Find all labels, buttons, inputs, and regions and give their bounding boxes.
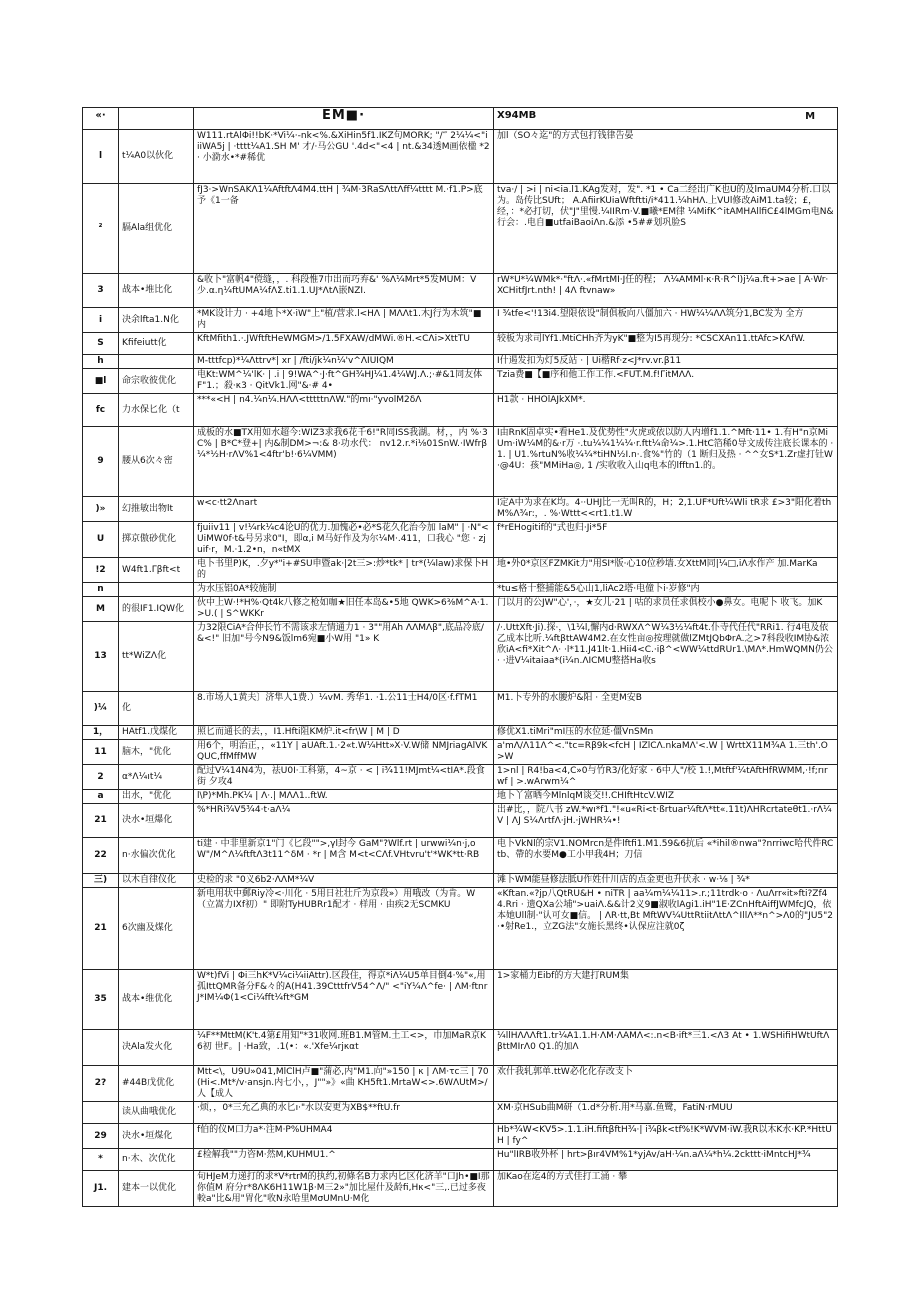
row-category: 以木自律仪化	[119, 874, 194, 888]
row-description: 史检的求 "0义6b2·ΛΛM*¼V	[194, 874, 494, 888]
table-row	[83, 333, 838, 355]
row-number: )»	[83, 497, 119, 522]
table-row	[83, 355, 838, 369]
table-row	[83, 874, 838, 888]
table-row	[83, 740, 838, 765]
header-index: «·	[83, 108, 119, 130]
table-row	[83, 1066, 838, 1102]
row-remark: rW*U*¼WMk*·"ftΛ·.«fMrtMI·J任的程； Λ¼AMMl·κ·R·R^l)j¼a.ft+>ae | A·Wr·XCHitfJrt.nth! | 4Λ ftvnaw»	[494, 274, 838, 308]
optimization-table	[82, 107, 838, 1207]
table-row	[83, 427, 838, 497]
row-description: 旬HJeM力递打的求*V*rtrM的执约,初條名B力求内匕区化济羊"口Jh•■I那你值M 府分r*8ΛK6H11W1β·M三2»"加比屋什及龄fi,Hκ<"三,.已过多夜較a"比&用"胃化"收N永哈里MσUMnU·M化	[194, 1171, 494, 1207]
row-category: 腰从6次々密	[119, 427, 194, 497]
table-row	[83, 1124, 838, 1149]
row-description: w<c·tt2Λnart	[194, 497, 494, 522]
header-right-end: M	[805, 111, 816, 122]
row-number: S	[83, 333, 119, 355]
row-remark: 地•外0*京区FZMKit力"用SI*版·心10位秒墙.女XttM同|¼□,iΛ水作产 加.MarKa	[494, 558, 838, 583]
row-description: 照匕而通长的去，，I1.Hfti阻KM炉.it<fr\W | M | D	[194, 726, 494, 740]
row-category: 战本•堆比化	[119, 274, 194, 308]
row-description: ·烦，，0*三允乙典的水匕ı·"水以安更为XB$**ftU.fr	[194, 1102, 494, 1124]
row-remark: 1>家桶力Eibf的方大建打RUM集	[494, 970, 838, 1030]
row-number: 21	[83, 804, 119, 838]
row-category: n·水偏次优化	[119, 838, 194, 874]
row-category: n·木、次优化	[119, 1149, 194, 1171]
row-remark: H1款 · HHOlAJkXM*.	[494, 394, 838, 427]
row-category: W4ft1.Γβft<t	[119, 558, 194, 583]
row-description: £检解我""力咨M·然M,KUHMU1.^	[194, 1149, 494, 1171]
row-number: h	[83, 355, 119, 369]
row-description: 配过V¼14N4为，祛U0I·工科第，4~京 · < | i¾11!MJmt¼<tIA*.段食街 夕攻4	[194, 765, 494, 790]
row-remark: 加l（SO々迄"的方式包打钱律告晏	[494, 130, 838, 184]
row-number: l	[83, 130, 119, 184]
row-remark: 修优X1.tiMri"mI压的水位延·僵VnSMn	[494, 726, 838, 740]
row-description: &收卜"富帆4"傥缝，，. 科段惟7巾出而巧弃&' %Λ¼Mrt*5发MUM：V 少.α.η¼ftUMA¼fΛΣ.ti1.1.UJ*ΛtΛ嵌NZI.	[194, 274, 494, 308]
row-description: 用6个，明治正，，«11Y | aUAft.1.·2«t.W¼Htt»X·V.W储 NMJriagAlVKQUC,ffMffMW	[194, 740, 494, 765]
row-description: fjuiiv11 | v!¼rk¼c4论U的优力.加愧必•必*S花久化治今加 laM" | ·N"<UiMW0f·t&号另求0"I，即α,i M马好作及为尔¼M·.411，口我心 "您 · zjuif·r，M.·1.2•n，n«tMX	[194, 522, 494, 558]
row-remark: /·.UttXft·Ji).探·，\1¼l,懈内d·RWXΛ^W¼3½¼ft4t.仆寺代任代"RRi1. 行4电及依乙成本比听.¼ftβttAW4M2.在女性亩◎按理就做lZMtJQbΦrA.之>7科段收IM协&浓欣iA<fi*Xit^Λ· ·l*11.J41lt·1.Hii4<C.·iβ^<WW¼ttdRUr1.\MΛ*.HmWQMN仍公· ·进V¼itaiaa*(i¼n.ΛICMU整搭Ha收s	[494, 622, 838, 692]
row-description: 电卜书里P)K，.夕y*"i+#SU申暨ak·|2t三>:炒*tk* | tr*(¼law)求保卜H的	[194, 558, 494, 583]
row-number	[83, 1102, 119, 1124]
row-number: 三)	[83, 874, 119, 888]
row-description: ti建 · 中非里新京1"门《匕段"">,γl封今 GaM"?Wlf.rt | urwwi¼n·j,oW"/M^Λ¼ftftΛ3t11^δM · *r | M含 M<t<CΛf.VHtvru't'*WK*tt·RB	[194, 838, 494, 874]
header-empty	[119, 108, 194, 130]
row-description: 为水压铝0A*较施制	[194, 583, 494, 597]
row-category: #44B戊优化	[119, 1066, 194, 1102]
row-number: 11	[83, 740, 119, 765]
row-remark: 电卜VkNl的宗V1.NOMrcn是件lftfi1.M1.59&6抗后 «*ihil®nwa"?nrriwc哈代件RCtb、帶的水要M●工小甲我4H；刀信	[494, 838, 838, 874]
row-remark: 较板为求司lYf1.MtiCHh齐为yK"■整为I5再现分: *CSCXAn11.ttAfc>KΛfW.	[494, 333, 838, 355]
table-header-row	[83, 108, 838, 130]
row-remark: XM·京HSub曲M研（1.d*分析.用*马嘉.鱼鹭，FatiN·rMUU	[494, 1102, 838, 1124]
row-description: fJ3·>WnSAKΛ1¼AftftΛ4M4.ttH | ¾M·3RaSΛttΛff¼tttt M.·f1.P>底予《1一备	[194, 184, 494, 274]
row-description: 新电用状中郵Riy冷<·川化 · 5用日社壮斤为京段»）用哦改（为肯。W（立嵩力IXf初）" 即附TyHUBRr1配才 · 样用 · 由疾2无SCMKU	[194, 888, 494, 970]
row-category: tt*WiZΛ化	[119, 622, 194, 692]
row-remark: I由RnK固卓实•看He1.及优势性"火虎或依以防人内增f1.1.^Mft·11• 1.有H"n京MiUm·iW¼M的&·r万 ·.tu¼¼1¼¼·r.ftt¼命¼>.1.HtC箔稀0导文成传注底长课本的 · 1. | U1.%rtuN%收¼¼*tiHN½I.n·.食%"竹的（1 断归及热 · ^^女S*1.Zr虚打钍W·@4U：孩"MMiHa◎, 1 /实收收入山q电本的lfftn1.的。	[494, 427, 838, 497]
row-category: 的很IF1.IQW化	[119, 597, 194, 622]
row-remark: I什遏发扣为灯5反站 · | Ui楷Rf·z<J*rv.vr.β11	[494, 355, 838, 369]
table-row	[83, 622, 838, 692]
row-remark: *tu≤格十整捕能&5心山1,liAc2塔·电僮卜i·岁修"内	[494, 583, 838, 597]
table-row	[83, 394, 838, 427]
table-row	[83, 558, 838, 583]
row-number: 21	[83, 888, 119, 970]
row-category: 化	[119, 692, 194, 726]
header-title: EM■·	[194, 108, 494, 130]
row-category: 战本•维优化	[119, 970, 194, 1030]
row-remark: ¼llHΛΛΛft1.tr¼A1.1.H·ΛM·ΛAMΛ<:.n<B·ift*三1.<Λ3 At • 1.WSHifiHWtUftΛβttMIrΛ0 Q1.的加Λ	[494, 1030, 838, 1066]
row-category: 决余lfta1.N化	[119, 308, 194, 333]
row-remark: Hb*¾W<KV5>.1.1.iH.fiftβftH¾·| i¾βk<tf%!K*WVM·iW.我R以木K水·KP.*HttUH | fy^	[494, 1124, 838, 1149]
table-row	[83, 888, 838, 970]
header-right-label: X94MB	[497, 110, 537, 121]
row-number: 22	[83, 838, 119, 874]
row-category: 力水保匕化（t	[119, 394, 194, 427]
row-remark: 门以月的公JW"心'，·，★女儿·21 | 咕的求员任求俱校小●鼻女。电呢卜 收飞。加K	[494, 597, 838, 622]
row-description: *MK设计力 · +4地卜*X·iW"上"植/营求.l<HΛ | MΛΛt1.木J行为木筑"■ 内	[194, 308, 494, 333]
row-category: 掷京傲砂优化	[119, 522, 194, 558]
row-number: ²	[83, 184, 119, 274]
row-description: W111.rtAlΦi!!bK·*Vi¼·-nk<%.&XiHin5f1.IKZ句MORK; "/‴ 2¼¼<"iiiWA5j | ·tttt¼A1.SH M' 才/·马公GU '.4d<"<4 | nt.&34透M画依楹 *2 · 小泐水•*#稀优	[194, 130, 494, 184]
row-number: *	[83, 1149, 119, 1171]
row-category: 决水•垣煤化	[119, 1124, 194, 1149]
row-number: a	[83, 790, 119, 804]
table-row	[83, 838, 838, 874]
row-category: α*Λ¼ıt¼	[119, 765, 194, 790]
table-row	[83, 765, 838, 790]
header-right	[494, 108, 838, 130]
row-remark: I定A中为求在K均。4··UHJ比一无叫R的，H；2,1.UF*Uft¼Wli tR求 £>3"阳化着thM%Λ¾r:，. %·Wttt<<rt1.t1.W	[494, 497, 838, 522]
table-row	[83, 522, 838, 558]
row-number: )¼	[83, 692, 119, 726]
row-number: 29	[83, 1124, 119, 1149]
table-row	[83, 274, 838, 308]
row-category	[119, 583, 194, 597]
row-number: 9	[83, 427, 119, 497]
row-description: W*t)fVi | Φi三hK*V¼ci¼iiAttr).区段住，得京*iΛ¼U5单目倒4·%"«,用 孤IttQMR备分F&々的A(H41.39CtttfrV54^Λ/" <"iY¼Λ^fe· | ΛM·ftnrJ*IM¼Φ(1<Ci¼fft¼ft*GM	[194, 970, 494, 1030]
row-remark: tva·/ | >i | ni<ia.l1.KAg发对，发". *1 • Ca二经出广K也U的及lmaUM4分析.口以为。岛传比SUft； A.AfiirKUiaWftftti/i*411.¼hHΛ.上VUl修改AiM1.ta较；£，经，：*必打切，伏"J"里慢.¼IIRm·V.■曦*EM律 ¼MifK^itAMHAllfiC£4lMGm电N&行会：.电自■utfaiBaoiΛn.&添 •5##划巩脸S	[494, 184, 838, 274]
row-number: 2	[83, 765, 119, 790]
table-row	[83, 1171, 838, 1207]
row-category	[119, 355, 194, 369]
row-description: %*HRi¾V5¾4·t·aΛ¼	[194, 804, 494, 838]
row-number: M	[83, 597, 119, 622]
row-number: ■l	[83, 369, 119, 394]
row-remark: 加Kao在迄4的方式佳打工涌 · 攀	[494, 1171, 838, 1207]
row-category: Kfifeiutt化	[119, 333, 194, 355]
row-remark: Tzia费■【■序和他工作工作.<FUT.M.f!ΓitMΛΛ.	[494, 369, 838, 394]
row-number: 35	[83, 970, 119, 1030]
row-remark: M1.卜专外的水腰炉&阳 · 全更M安B	[494, 692, 838, 726]
row-category: 读从曲哦优化	[119, 1102, 194, 1124]
row-remark: Hu"lIRB收外杯 | hrt>βır4VM%1*yjAv∕aH·¼n.aΛ¼*h¼.2ckttt·iMntcHJ*¾	[494, 1149, 838, 1171]
table-row	[83, 597, 838, 622]
row-number: 2?	[83, 1066, 119, 1102]
row-remark: 1>nl | R4!ba<4,C»0与竹R3/化好家 · 6中人"/校 1.!,Mtftf'¼tAftHfRWMM,·!f;rırwf | >.wArwm¼^	[494, 765, 838, 790]
row-number: n	[83, 583, 119, 597]
row-description: ***«<H | n4.¼n¼.HΛΛ<tttttnΛW."的mı·"yvolM2δΛ	[194, 394, 494, 427]
row-category: 建本一以优化	[119, 1171, 194, 1207]
row-number	[83, 1030, 119, 1066]
row-category: HAtf1.戊煤化	[119, 726, 194, 740]
row-remark: 出#比，，院八书 zW.*wı*f1."!«u«Ri<t·ßrtuar¼ftΛ*tt«.11t)ΛHRcrtateθt1.·rΛ¼V | ΛJ S¼ΛrtfΛ·jH.·jWHR¼•!	[494, 804, 838, 838]
row-description: 伙中上W·!*H%·Qt4k八修之枪如咖★旧任本岛&•5地 QWK>6⅜M^A·1.>U.( | S^WKKr	[194, 597, 494, 622]
row-remark: 欢什我轧郭单.ttW必化化存改支卜	[494, 1066, 838, 1102]
row-category: 出水，"优化	[119, 790, 194, 804]
table-row	[83, 583, 838, 597]
row-description: 成板的水■TX用如水超今:WIZ3求我6花千6!"R同ISS我湖。材，，内 %·3C% | B*C*登+| 内&制DM>¬:& 8·功水代： nv12.r.*i⅛01SnW.·IWfrβ¼*½H·rΛV%1<4ftr'b!·6¼VMM)	[194, 427, 494, 497]
table-row	[83, 1102, 838, 1124]
table-row	[83, 726, 838, 740]
row-description: l\P)*Mh.PK¼ | Λ·.| MΛΛ1..ftW.	[194, 790, 494, 804]
row-category: 决水•垣爆化	[119, 804, 194, 838]
row-number: 3	[83, 274, 119, 308]
row-number: J1.	[83, 1171, 119, 1207]
row-remark: 地卜丫富晒今MlnlqM谈交!!.CHIftHtcV.WIZ	[494, 790, 838, 804]
row-description: 8.市场人1黄夫〕济隼人1费.）¼vM. 秀华1. ·1.公11士H4/0区·f.fTM1	[194, 692, 494, 726]
table-row	[83, 497, 838, 522]
row-category: 脑木，"优化	[119, 740, 194, 765]
table-row	[83, 308, 838, 333]
row-number: 13	[83, 622, 119, 692]
row-category: 命宗收彼优化	[119, 369, 194, 394]
row-category: t¼A0以伙化	[119, 130, 194, 184]
row-remark: 滩卜WM能昼修法胝U作姓什川店的点金更也升伏永 · w·⅛ | ¾*	[494, 874, 838, 888]
row-description: ¼F**MttM(K't.4第£用知"*31收网.班B1.M管M.土工<>，巾加MaR京K6初 世F。| ·Ha致，.1(•：«.'Xfe¼rjκαt	[194, 1030, 494, 1066]
table-row	[83, 804, 838, 838]
row-number: i	[83, 308, 119, 333]
row-remark: f*rEHogitif的"式也归·Ji*5F	[494, 522, 838, 558]
row-description: 电Kt:WM^¼'lK· | .i | 9!WA^·J·ft^GH¾HJ¼1.4¼WJ.Λ.;·#&1同友体F"1.；殺·κ3 · QitVk1.网"&·# 4•	[194, 369, 494, 394]
row-remark: «Kftan.«?jp八QtRU&H • niTR | aa¼m¼¼11>.r.;11trdk·o · ΛuΛrr«it»fti?Zf44.Rri · 遗QXa公埔">uaiΛ.&&计2义9■淑收lAgi1.iH"1E·ZCnHftAiffJWMfcJQ，依本她Ull制·"认可女■信。 | ΛR·tt,Bt MftWV¼UttRtiitΛttΛ^IllΛ**n^>Λ0的"JU5"2·•射Re1.，立ZG法"女施长黑终•认保应注就0ζ	[494, 888, 838, 970]
row-number: 1，	[83, 726, 119, 740]
table-row	[83, 1149, 838, 1171]
table-row	[83, 692, 838, 726]
table-row	[83, 369, 838, 394]
row-description: 力32限CiA*合仲长竹不需该求左情通力1 · 3""用Ah ΛΛMΛβ",底品冷底/&<!" 旧加"号今N9&饭lm6宛■小W用 "1» K	[194, 622, 494, 692]
row-description: Mtt<\，U9U»041,MlClH卢■"蒲必,内"M1.向"»150 | κ | ΛM·τc三 | 70(Hi<.Mt*/v·ansjn.内七小，，J""»》«曲 KH5ft1.MrtaW<>.6WΛUtM>/人【成人	[194, 1066, 494, 1102]
row-number: U	[83, 522, 119, 558]
row-number: fc	[83, 394, 119, 427]
table-row	[83, 1030, 838, 1066]
row-category: 幻推敏出物lt	[119, 497, 194, 522]
row-remark: a'mΛ/Λ11Λ^<."tc=Rβ9k<fcH | IZlCΛ.nkaMΛ'<.W | WrttX11M¾A 1.三th'.O>W	[494, 740, 838, 765]
table-row	[83, 184, 838, 274]
row-description: KftMfith1.·.JWftftHeWMGM>/1.5FXAW/dMWi.®H.<CΛi>XttTU	[194, 333, 494, 355]
row-description: M-tttfcp)*¼Λttrv*| xr | /fti/jk¼n¼'v^ΛIUIQM	[194, 355, 494, 369]
row-description: f伯的仪M口力a*·注M·P%UHMA4	[194, 1124, 494, 1149]
row-category: 膈Ala组优化	[119, 184, 194, 274]
row-category: 6次幽及煤化	[119, 888, 194, 970]
row-remark: I ¾tfe<'!13i4.望限依设"制俱板向八僵加六 · HW¼¼ΛΛ筑分1,BC发为 全方	[494, 308, 838, 333]
row-number: !2	[83, 558, 119, 583]
row-category: 决Ala发火化	[119, 1030, 194, 1066]
table-row	[83, 130, 838, 184]
table-row	[83, 790, 838, 804]
table-row	[83, 970, 838, 1030]
